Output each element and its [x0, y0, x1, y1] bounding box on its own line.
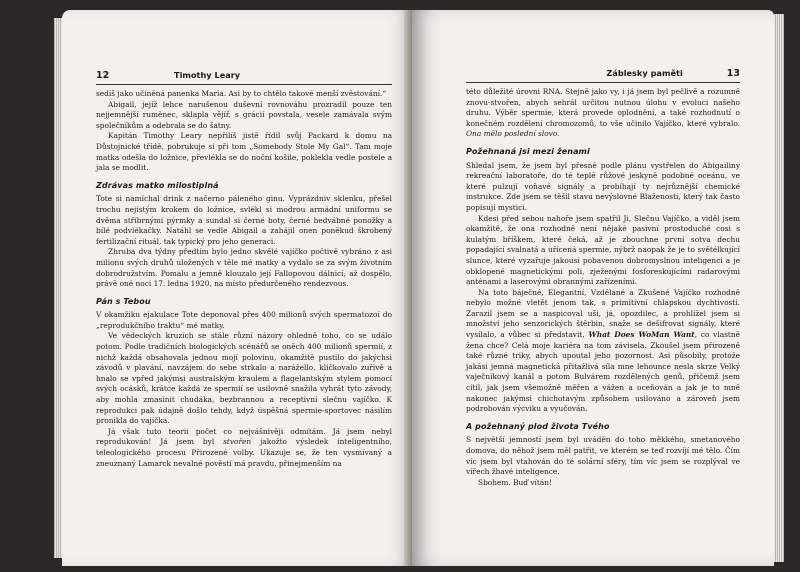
left-page	[62, 10, 412, 566]
section-heading: Zdrávas matko milostiplná	[96, 180, 219, 190]
paragraph: V okamžiku ejakulace Tote deponoval přes 400 milionů svých spermatozoí do „reprodukčního traktu“ mé matky.	[96, 310, 392, 330]
paragraph: Ve vědeckých kruzích se stále různí názory ohledně toho, co se událo potom. Podle tradičních biologických scénářů se oněch 400 milionů spermií, z nichž každá obsahovala jednou mojí polovinu, okamžitě pustilo do jakýchsi závodů v plavání, navzájem do sebe strkalo a narážello, kličkovalo zuřivě a hnalo se vpřed jakýmsi australským kraulem a flagelantským stylem pomocí svých ocásků, krátce každá ze spermií se usilovně snažila vyhrát tyto závody, aby mohla zmasínit chudáka, bezbrannou a receptivní slečnu vajíčko. K reprodukci pak údajně došlo tehdy, když úspěšná spermie-sportovec násilím pronikla do vajíčka.	[96, 331, 392, 426]
left-running-title: Timothy Leary	[174, 70, 241, 80]
right-page	[412, 10, 774, 566]
left-body-text	[96, 89, 392, 469]
right-running-head	[466, 68, 740, 83]
paragraph: sedíš jako učiněná panenka Maria. Asi by to chtělo takové menší zvěstování.“	[96, 89, 387, 98]
paragraph: Shledal jsem, že jsem byl přesně podle plánu vystřelen do Abigailiny rekreační laboratoře, do té teplé růžové jeskyně podobné oceánu, ve které pulzují voňavé signály a probíhají ty nejrůznější chemické instrukce. Zde jsem se těšil stavu nevýslovné Blaženosti, který tak často popisují mystici.	[466, 160, 740, 212]
right-page-number: 13	[726, 68, 740, 79]
left-running-head	[96, 70, 392, 85]
left-page-number: 12	[96, 70, 110, 81]
paragraph: Sbohem. Buď vítán!	[478, 477, 553, 487]
right-running-title: Záblesky paměti	[606, 68, 683, 78]
paragraph	[466, 288, 740, 415]
paragraph-text: této důležité úrovni RNA. Stejně jako vy, i já jsem byl pečlivě a rozumně znovu-stvořen, abych sehrál určitou nutnou úlohu v evoluci našeho druhu. Výběr spermie, která provede oplodnění, a také rozhodnutí o konečném rozdělení chromozomů, to vše učinilo Vajíčko, které vybralo.	[466, 87, 740, 128]
paragraph: Já však tuto teorii počet co nejvášnivěji odmítám. Já jsem nebyl reprodukován! Já jsem byl stvořen jakožto výsledek inteligentního, teleologického procesu Přirozené volby. Ukazuje se, že ten vysmívaný a zneuznaný Lamarck nevalné pověstí má pravdu, přinejmenším na	[96, 426, 392, 468]
paragraph: Zhruba dva týdny předtím bylo jedno skvělé vajíčko počtivě vybráno z asi milionu svých druhů uložených v těle mé matky a vydalo se za svým životním dobrodružstvím. Pomalu a jemně klouzalo její Fallopovou dálnicí, až dospělo, právě oné noci 17. ledna 1920, na místo předurčeného rendezvous.	[96, 247, 392, 289]
paragraph-text-italic: Ona mělo poslední slovo.	[466, 129, 560, 139]
page-edges-left	[54, 18, 62, 558]
paragraph-text: , co vlastně žena chce? Celá moje kariéra na tom závisela. Zkoušel jsem přirozeně také různé triky, abych upoutal jeho pozornost. Asi působily, protože jakási jemná magnetická přitažlivá síla mne lehounce nesla skrze Velký vaječníkový kanál a potom Bulvárem rozdělených genů, přičemž jsem cítil, jak jsem všemožně měřen a vážen a oceňován a jak je to mně nakonec jakýmsi chichotavým způsobem usilováno a zároveň jsem podrobován výcviku a vyučován.	[466, 330, 741, 414]
page-edges-right	[774, 14, 784, 562]
section-heading: Požehnaná jsi mezi ženami	[466, 146, 590, 156]
paragraph	[466, 87, 740, 140]
paragraph-text: Na toto báječné, Elegantní, Vzdělané a Zkušené Vajíčko rozhodně nebylo možné vletět jenom tak, s primitivní chlapskou dychtivostí. Zarazil jsem se a naspicoval uši, já, opozdilec, a prohlížel jsem si množství jeho senzorických štěrbin, snaže se dešifrovat signály, které vysílalo, a vůbec si představit,	[466, 287, 740, 340]
right-body-text	[466, 87, 740, 488]
section-heading: Pán s Tebou	[96, 296, 151, 306]
paragraph: Kapitán Timothy Leary nepřilíš jistě řídil svůj Packard k domu na Důstojnické třídě, pobrukuje si při tom „Somebody Stole My Gal“. Tam moje matka odešla do ložnice, převlékla se do noční košile, poklekla vedle postele a jala se modlit.	[96, 131, 392, 173]
book-title-italic: What Does WoMan Want	[588, 330, 695, 340]
paragraph: Abigail, jejíž lehce narušenou duševní rovnováhu prozradil pouze ten nejjemnější ruměnec, sklapla vějíř, s grácií povstala, vesele zamávala svým společníkům a odebrala se do šatny.	[96, 99, 392, 130]
paragraph: Kdesi před sebou nahoře jsem spatřil Ji, Slečnu Vajíčko, a viděl jsem okamžitě, že ona rozhodně není nějaké pasivní prostoduché cosi s kulatým bříškem, které čeká, až je zbouchne první sotva dechu popadající svalnatá a uřícená spermie, nýbrž naopak že je to světélkující slunce, které vyzařuje jakousi pobavenou dobromyslnou inteligenci a je obklopené magnetickými poli, zježenými fosforeskujícími radarovými anténami a laserovými obrannými zařízeními.	[466, 213, 740, 287]
emphasized-word: stvořen	[223, 437, 252, 447]
section-heading: A požehnaný plod života Tvého	[466, 421, 610, 431]
paragraph: S největší jemností jsem byl uváděn do toho měkkého, smetanového domova, do něhož jsem měl patřit, ve kterém se teď rozvíjí mé tělo. Čím víc jsem byl vtahován do té solární sféry, tím víc jsem se rozplýval ve vířech žhavé inteligence.	[466, 435, 740, 477]
paragraph: Tote si namíchal drink z načerno páleného ginu. Vyprázdniv sklenku, přešel trochu nejistým krokem do ložnice, svlékl si modrou armádní uniformu se dvěma stříbrnými pýrmky a sundal si černé boty, černé hedvábné ponožky a bílé podvlékačky. Natáhl se vedle Abigail a zahájil onen poněkud škrobený fertilizační rituál, tak typický pro jeho generaci.	[96, 194, 392, 246]
